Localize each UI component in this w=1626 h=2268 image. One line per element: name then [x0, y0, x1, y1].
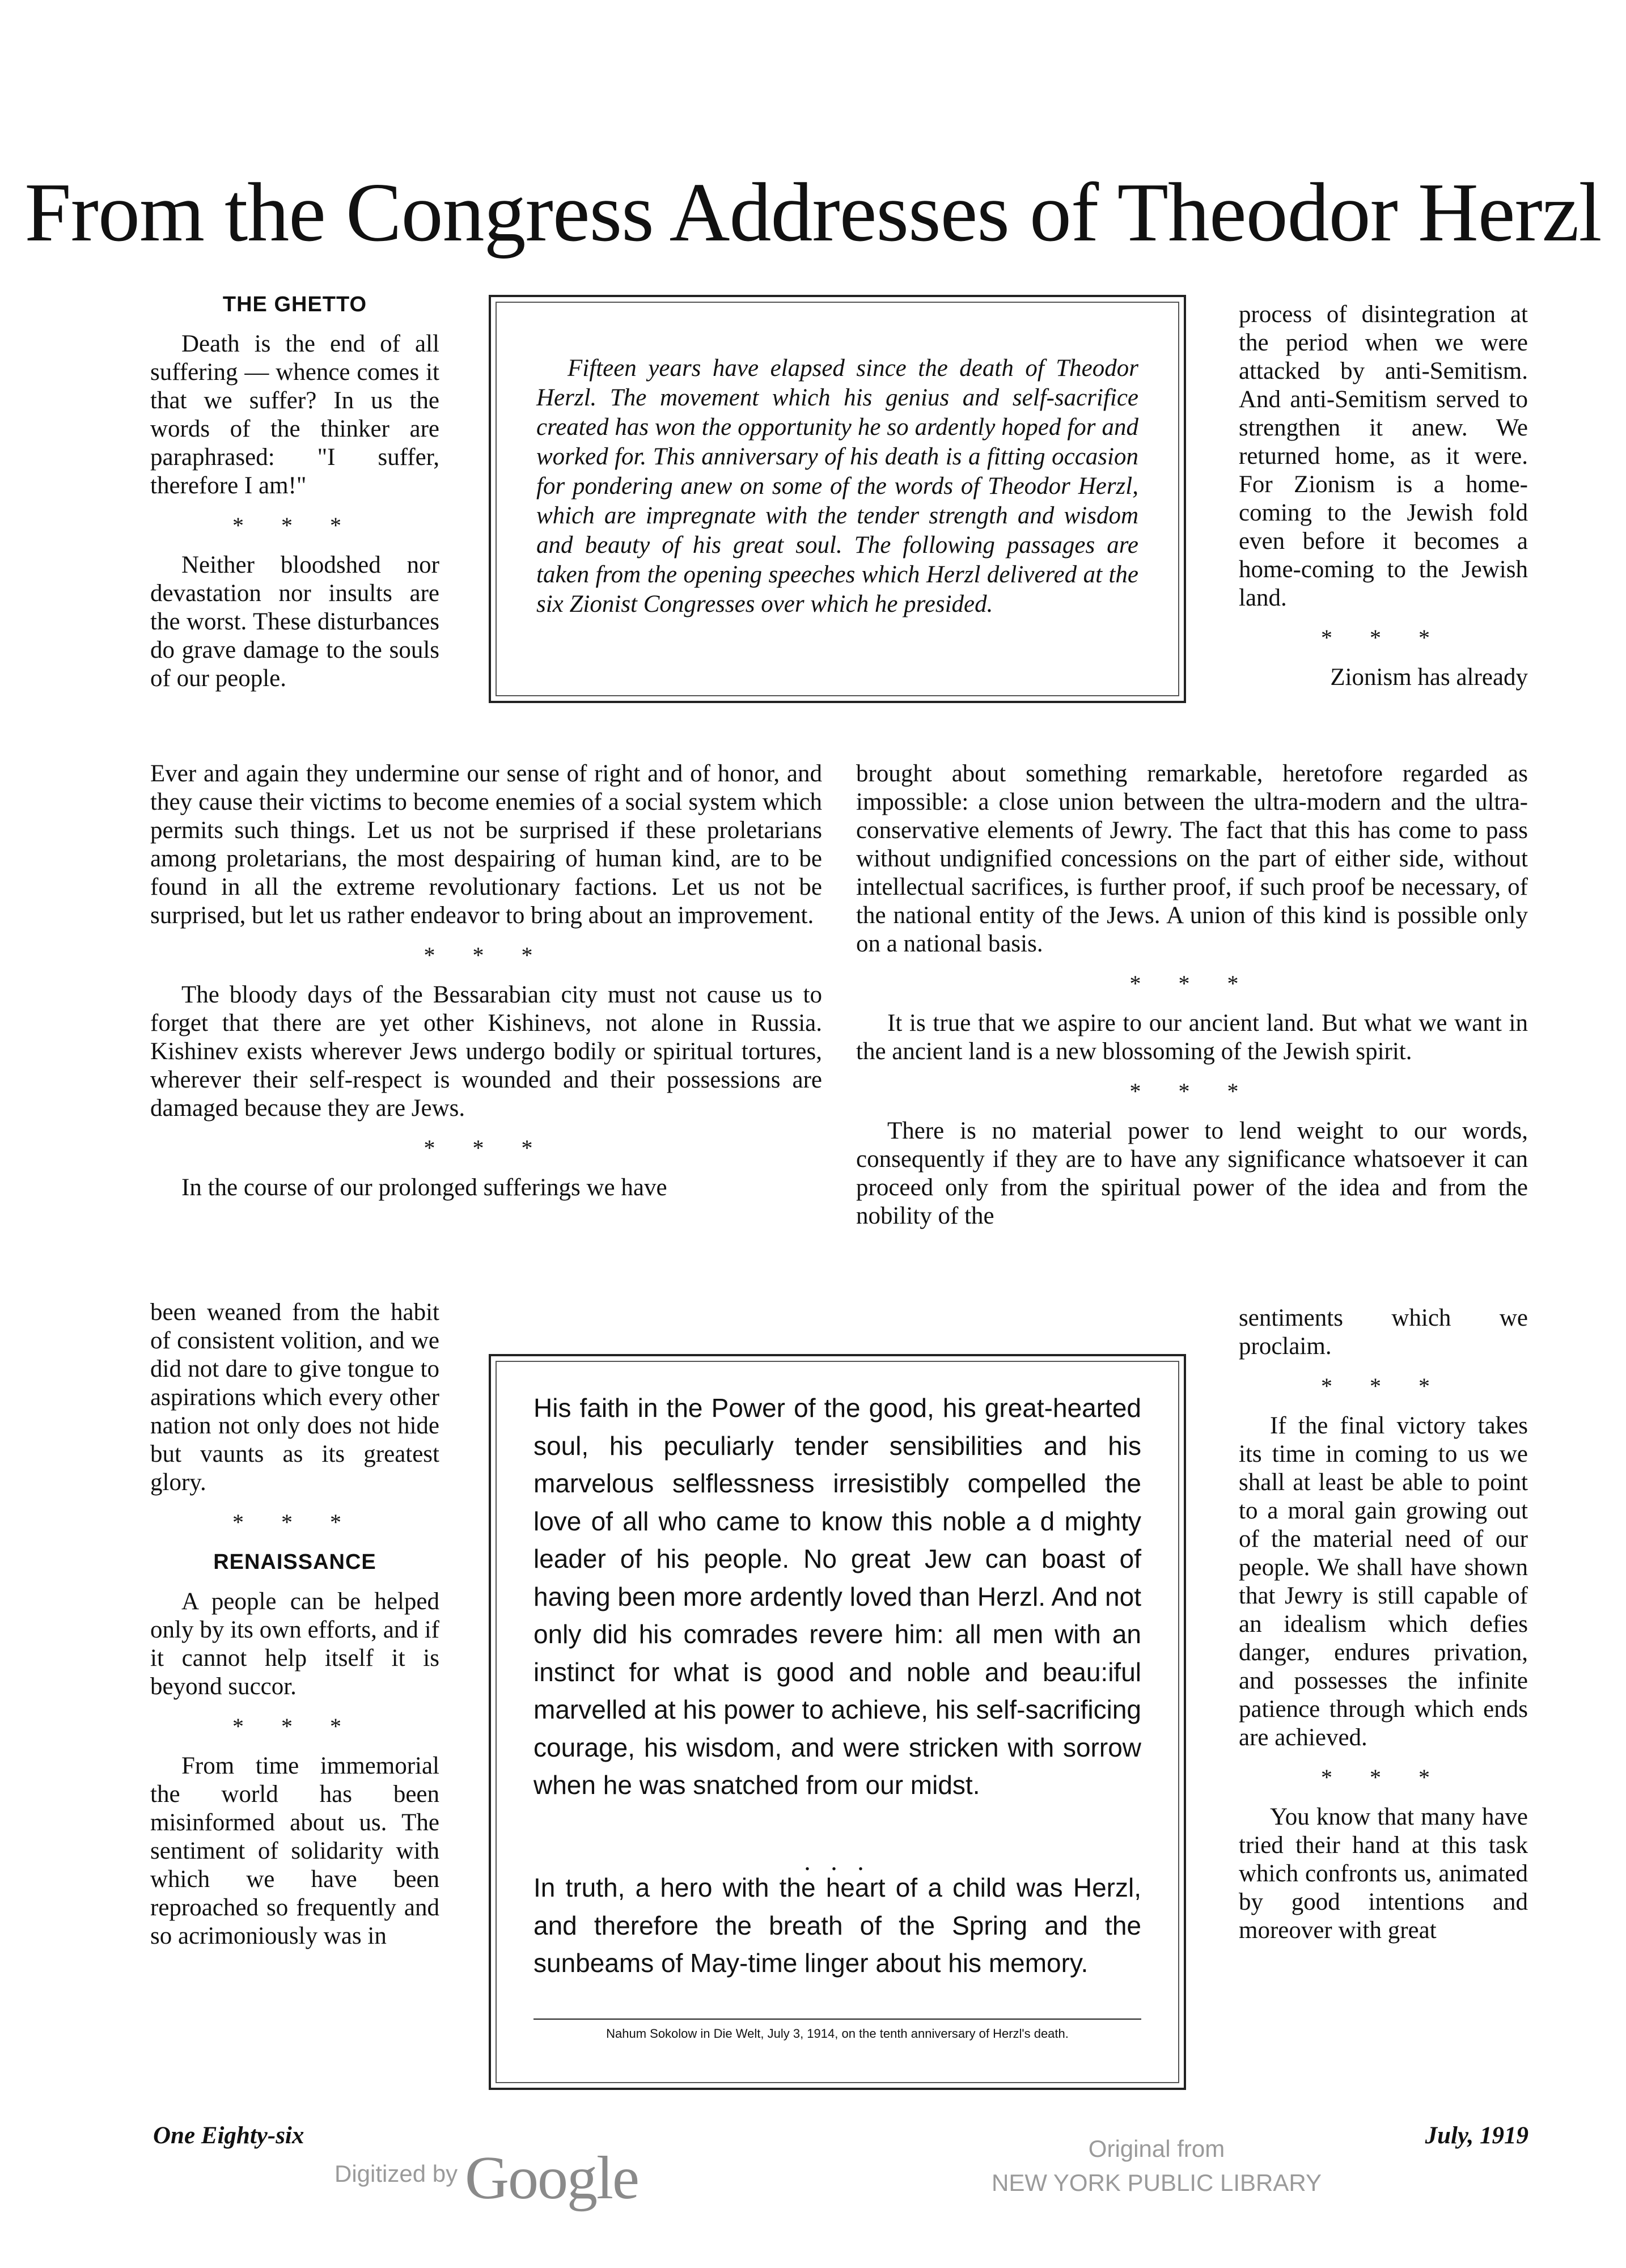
section-divider: * * * — [232, 1509, 357, 1535]
right-column-wide — [856, 760, 1528, 1230]
intro-text: Fifteen years have elapsed since the death of Theodor Herzl. The movement which his genius and self-sacrifice created has won the opportunity he so ardently hoped for and worked for. This anniversary of his death is a fitting occasion for pondering anew on some of the words of Theodor Herzl, which are impregnate with the tender strength and wisdom and beauty of his great soul. The following passages are taken from the opening speeches which Herzl delivered at the six Zionist Congresses over which he presided. — [536, 355, 1138, 617]
library-name: NEW YORK PUBLIC LIBRARY — [992, 2169, 1322, 2196]
paragraph: If the final victory takes its time in coming to us we shall at least be able to point to a moral gain growing out of the material need of our people. We shall have shown that Jewry is still capable of an idealism which defies danger, endures privation, and possesses the infinite patience through which ends are achieved. — [1239, 1412, 1528, 1751]
right-column-top — [1239, 301, 1528, 692]
quote-box — [489, 1354, 1186, 2090]
paragraph: Neither bloodshed nor devastation nor insults are the worst. These disturbances do grave damage to the souls of our people. — [150, 552, 439, 692]
section-divider: * * * — [1129, 971, 1255, 996]
section-divider: * * * — [232, 513, 357, 538]
divider — [533, 2019, 1141, 2020]
paragraph: Zionism has already — [1330, 664, 1528, 691]
paragraph: It is true that we aspire to our ancient land. But what we want in the ancient land is a new blossoming of the Jewish spirit. — [856, 1010, 1528, 1065]
left-column-bottom — [150, 1298, 439, 1950]
paragraph: process of disintegration at the period when we were attacked by anti-Semitism. And anti-Semitism served to strengthen it anew. We returned home, as it were. For Zionism is a home-coming to the Jewish fold even before it becomes a home-coming to the Jewish land. — [1239, 301, 1528, 611]
left-column-wide — [150, 760, 822, 1202]
paragraph: Ever and again they undermine our sense of right and of honor, and they cause their victims to become enemies of a social system which permits such things. Let us not be surprised if these proletarians among proletarians, the most despairing of human kind, are to be found in all the extreme revolutionary factions. Let us not be surprised, but let us rather endeavor to bring about an improvement. — [150, 760, 822, 929]
paragraph: The bloody days of the Bessarabian city must not cause us to forget that there are yet other Kishinevs, not alone in Russia. Kishinev exists wherever Jews undergo bodily or spiritual tortures, wherever their self-respect is wounded and their possessions are damaged because they are Jews. — [150, 981, 822, 1122]
paragraph: Death is the end of all suffering — whence comes it that we suffer? In us the words of the thinker are paraphrased: "I suffer, therefore I am!" — [150, 331, 439, 499]
paragraph: In the course of our prolonged sufferings we have — [181, 1174, 667, 1201]
section-divider: * * * — [1321, 1765, 1446, 1790]
original-from-label: Original from — [1088, 2135, 1225, 2162]
paragraph: sentiments which we proclaim. — [1239, 1305, 1528, 1360]
google-logo: Google — [465, 2144, 638, 2212]
quote-citation: Nahum Sokolow in Die Welt, July 3, 1914, on the tenth anniversary of Herzl's death. — [606, 2026, 1069, 2041]
page-number: One Eighty-six — [153, 2122, 304, 2149]
quote-paragraph: In truth, a hero with the heart of a child was Herzl, and therefore the breath of the Spring and the sunbeams of May-time linger about his memory. — [533, 1873, 1141, 1978]
left-column-top — [150, 290, 439, 693]
paragraph: You know that many have tried their hand at this task which confronts us, animated by good intentions and moreover with great — [1239, 1804, 1528, 1944]
paragraph: been weaned from the habit of consistent volition, and we did not dare to give tongue to aspirations which every other nation not only does not hide but vaunts as its greatest glory. — [150, 1299, 439, 1496]
section-heading-renaissance: RENAISSANCE — [213, 1550, 376, 1574]
paragraph: From time immemorial the world has been misinformed about us. The sentiment of solidarity with which we have been reproached so frequently and so acrimoniously was in — [150, 1753, 439, 1949]
section-heading-ghetto: THE GHETTO — [222, 293, 367, 316]
library-credit — [975, 2132, 1338, 2200]
right-column-bottom — [1239, 1304, 1528, 1945]
section-divider: * * * — [1129, 1078, 1255, 1104]
quote-paragraph: His faith in the Power of the good, his great-hearted soul, his peculiarly tender sensibilities and his marvelous selflessness irresistibly compelled the love of all who came to know this noble a d mighty leader of his people. No great Jew can boast of having been more ardently loved than Herzl. And not only did his comrades revere him: all men with an instinct for what is good and noble and beau:iful marvelled at his power to achieve, his self-sacrificing courage, his wisdom, and were stricken with sorrow when he was snatched from our midst. — [533, 1393, 1141, 1800]
section-divider: * * * — [424, 1135, 549, 1161]
paragraph: A people can be helped only by its own efforts, and if it cannot help itself it is beyond succor. — [150, 1588, 439, 1700]
section-divider: * * * — [1321, 625, 1446, 650]
intro-box — [489, 295, 1186, 703]
issue-date: July, 1919 — [1425, 2122, 1528, 2149]
section-divider: * * * — [1321, 1373, 1446, 1399]
paragraph: brought about something remarkable, heretofore regarded as impossible: a close union between the ultra-modern and the ultra-conservative elements of Jewry. The fact that this has come to pass without undignified concessions on the part of either side, without intellectual sacrifices, is further proof, if such proof be necessary, of the national entity of the Jews. A union of this kind is possible only on a national basis. — [856, 760, 1528, 957]
section-divider: * * * — [232, 1713, 357, 1739]
digitized-label: Digitized by — [334, 2160, 458, 2187]
paragraph: There is no material power to lend weight to our words, consequently if they are to have any significance whatsoever it can proceed only from the spiritual power of the idea and from the nobility of the — [856, 1118, 1528, 1229]
ellipsis: . . . — [804, 1847, 871, 1876]
article-title: From the Congress Addresses of Theodor Herzl — [24, 166, 1602, 259]
section-divider: * * * — [424, 942, 549, 968]
